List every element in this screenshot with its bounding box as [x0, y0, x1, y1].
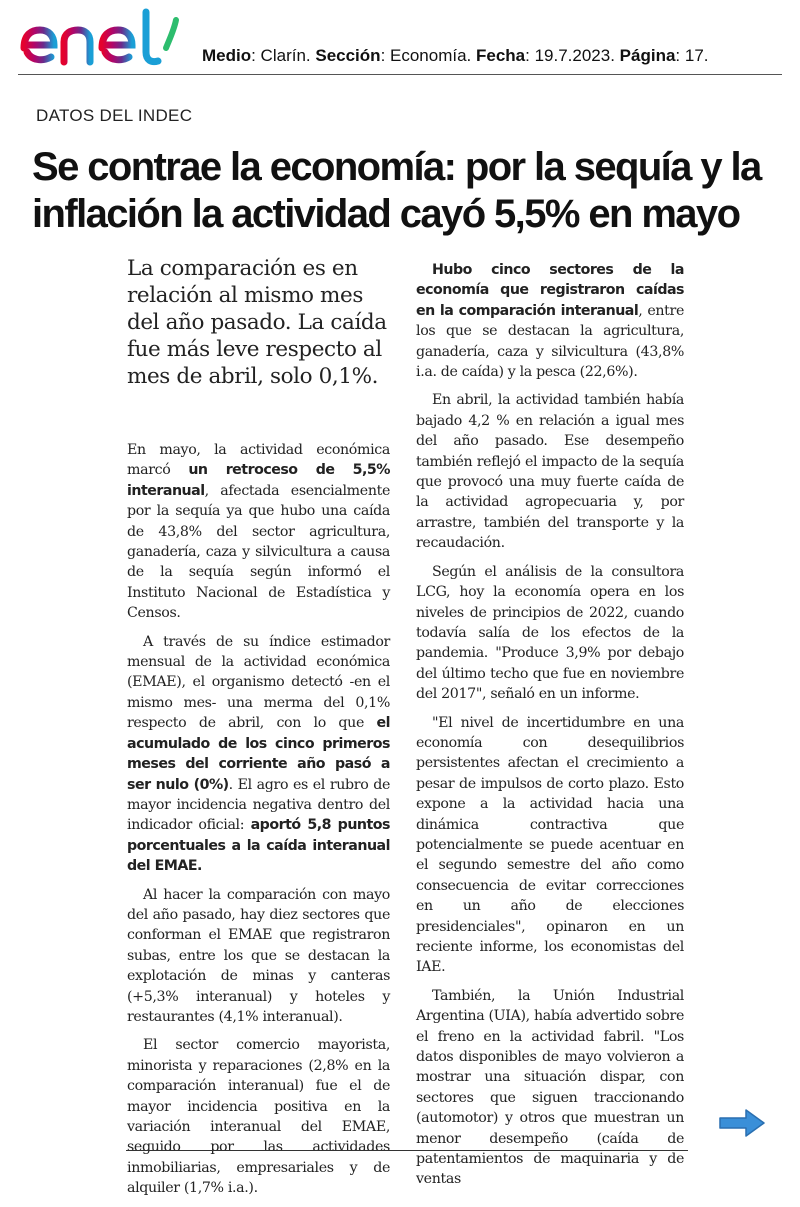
paragraph: También, la Unión Industrial Argentina (UIA), había advertido sobre el freno en la actividad fabril. "Los datos disponibles de mayo volvieron a mostrar una situación dispar, con sectores que siguen traccionando (automotor) y otros que muestran un menor desempeño (caída de patentamientos de maquinaria y de ventas [416, 987, 684, 1188]
article-headline: Se contrae la economía: por la sequía y la inflación la actividad cayó 5,5% en mayo [32, 145, 761, 236]
seccion-label: Sección [315, 46, 381, 65]
article-kicker: DATOS DEL INDEC [36, 106, 193, 125]
seccion-value: : Economía. [380, 46, 476, 65]
paragraph: Según el análisis de la consultora LCG, hoy la economía opera en los niveles de principios de 2022, cuando todavía salía de los efectos de la pandemia. "Produce 3,9% por debajo del último techo que fue en noviembre del 2017", señaló en un informe. [416, 563, 684, 703]
header-divider [18, 74, 782, 75]
paragraph: Al hacer la comparación con mayo del año pasado, hay diez sectores que conforman el EMAE que registraron subas, entre los que se destacan la explotación de minas y canteras (+5,3% interanual) y hoteles y restaurantes (4,1% interanual). [127, 886, 390, 1025]
enel-logo [18, 8, 183, 70]
article-column-right [416, 260, 684, 1198]
pagina-label: Página [619, 46, 676, 65]
pagina-value: : 17. [675, 46, 709, 65]
article-lede: La comparación es en relación al mismo mes del año pasado. La caída fue más leve respecto al mes de abril, solo 0,1%. [127, 256, 387, 389]
paragraph: A través de su índice estimador mensual de la actividad económica (EMAE), el organismo detectó -en el mismo mes- una merma del 0,1% respecto de abril, con lo que el acumulado de los cinco primeros meses del corriente año pasó a ser nulo (0%). El agro es el rubro de mayor incidencia negativa dentro del indicador oficial: aportó 5,8 puntos porcentuales a la caída interanual del EMAE. [127, 633, 391, 875]
paragraph: Hubo cinco sectores de la economía que registraron caídas en la comparación interanual, entre los que se destacan la agricultura, ganadería, caza y silvicultura (43,8% i.a. de caída) y la pesca (22,6%). [416, 262, 684, 381]
paragraph: En mayo, la actividad económica marcó un retroceso de 5,5% interanual, afectada esencialmente por la sequía ya que hubo una caída de 43,8% del sector agricultura, ganadería, caza y silvicultura a causa de la sequía según informó el Instituto Nacional de Estadística y Censos. [127, 442, 391, 622]
source-meta [202, 46, 709, 66]
paragraph: "El nivel de incertidumbre en una economía con desequilibrios persistentes afectan el crecimiento a pesar de impulsos de corto plazo. Esto expone a la actividad hacia una dinámica contractiva que potencialmente se puede acentuar en el segundo semestre del año como consecuencia de evitar correcciones en un año de elecciones presidenciales", opinaron en un reciente informe, los economistas del IAE. [416, 714, 684, 976]
arrow-right-icon[interactable] [716, 1106, 768, 1140]
paragraph: El sector comercio mayorista, minorista y reparaciones (2,8% en la comparación interanual) fue el de mayor incidencia positiva en la variación interanual del EMAE, seguido por las actividades inmobiliarias, empresariales y de alquiler (1,7% i.a.). [127, 1037, 390, 1197]
medio-value: : Clarín. [251, 46, 316, 65]
article-column-left [127, 440, 390, 1207]
fecha-value: : 19.7.2023. [525, 46, 620, 65]
footer-divider [126, 1150, 688, 1151]
fecha-label: Fecha [476, 46, 526, 65]
medio-label: Medio [202, 46, 252, 65]
paragraph: En abril, la actividad también había bajado 4,2 % en relación a igual mes del año pasado. Ese desempeño también reflejó el impacto de la sequía que provocó una muy fuerte caída de la actividad agropecuaria y, por arrastre, también del transporte y la recaudación. [416, 392, 684, 552]
